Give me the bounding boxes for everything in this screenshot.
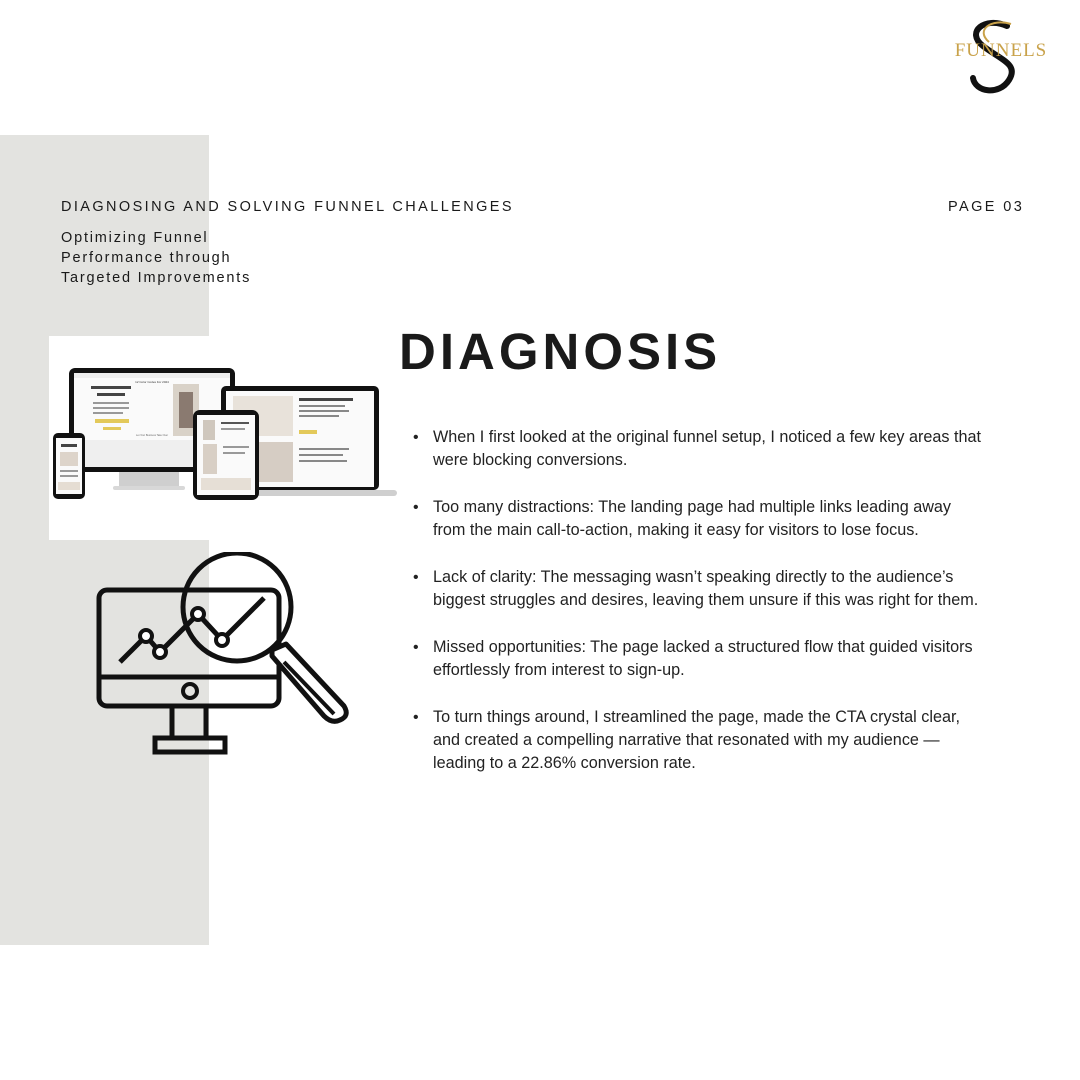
device-mockup-image xyxy=(49,336,399,540)
bullet-item: • Missed opportunities: The page lacked a structured flow that guided visitors effortlessly from interest to sign-up. xyxy=(413,636,983,682)
section-title: DIAGNOSIS xyxy=(399,323,722,380)
diagnosis-bullet-list xyxy=(413,426,983,799)
subtitle-line: Targeted Improvements xyxy=(61,270,252,286)
document-header-title: DIAGNOSING AND SOLVING FUNNEL CHALLENGES xyxy=(61,199,514,215)
bullet-item: • To turn things around, I streamlined the page, made the CTA crystal clear, and created a compelling narrative that resonated with my audience — leading to a 22.86% conversion rate. xyxy=(413,706,983,775)
bullet-item: • When I first looked at the original funnel setup, I noticed a few key areas that were blocking conversions. xyxy=(413,426,983,472)
page-number: PAGE 03 xyxy=(948,199,1025,215)
phone-mockup xyxy=(53,433,85,499)
document-subtitle xyxy=(61,228,321,288)
analytics-magnifier-icon xyxy=(94,552,352,758)
bullet-item: • Lack of clarity: The messaging wasn’t speaking directly to the audience’s biggest struggles and desires, leaving them unsure if this was right for them. xyxy=(413,566,983,612)
tablet-mockup xyxy=(193,410,259,500)
subtitle-line: Performance through xyxy=(61,250,232,266)
mockup-subtext: Let Your Business Take Over xyxy=(135,434,169,437)
bullet-item: • Too many distractions: The landing page had multiple links leading away from the main call-to-action, making it easy for visitors to lose focus. xyxy=(413,496,983,542)
brand-logo xyxy=(945,18,1057,100)
subtitle-line: Optimizing Funnel xyxy=(61,230,209,246)
logo-text: FUNNELS xyxy=(954,40,1048,61)
mockup-headline: 12 Color Codes For 2024 xyxy=(135,380,169,384)
